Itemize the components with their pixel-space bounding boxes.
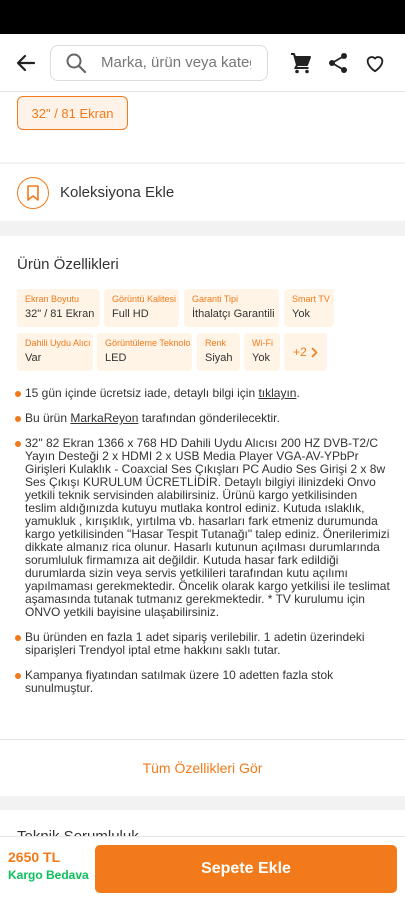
list-item [15, 631, 391, 657]
list-item [15, 412, 391, 425]
feature-chip[interactable] [244, 333, 280, 371]
seller-suffix: tarafından gönderilecektir. [138, 411, 280, 425]
heart-icon [364, 52, 386, 74]
return-end: . [296, 386, 300, 400]
feature-value: Var [25, 352, 42, 364]
feature-value: İthalatçı Garantili [192, 308, 275, 320]
top-bar [0, 34, 405, 92]
favorite-button[interactable] [360, 48, 390, 78]
search-input[interactable] [101, 54, 251, 71]
chevron-right-icon [311, 347, 318, 358]
feature-chip[interactable] [184, 289, 279, 327]
more-features-count: +2 [293, 345, 307, 359]
return-policy-link[interactable]: tıklayın [258, 386, 297, 400]
feature-label: Dahili Uydu Alıcı [25, 338, 91, 348]
feature-chip[interactable] [284, 289, 334, 327]
feature-value: LED [105, 352, 127, 364]
feature-label: Renk [205, 338, 227, 348]
feature-value: Yok [292, 308, 310, 320]
feature-value: 32" / 81 Ekran [25, 308, 95, 320]
add-to-cart-button[interactable]: Sepete Ekle [95, 845, 397, 893]
share-icon [327, 52, 349, 74]
product-features-section [0, 236, 405, 796]
feature-chip[interactable] [197, 333, 240, 371]
feature-value: Yok [252, 352, 270, 364]
cart-icon [289, 51, 313, 75]
feature-value: Siyah [205, 352, 233, 364]
feature-chip[interactable] [17, 333, 93, 371]
screen-size-section [0, 92, 405, 162]
search-icon [65, 52, 87, 74]
campaign-stock-text: Kampanya fiyatından satılmak üzere 10 adetten fazla stok sunulmuştur. [25, 668, 334, 695]
return-text: 15 gün içinde ücretsiz iade, detaylı bilgi için [25, 386, 259, 400]
cart-button[interactable] [286, 48, 316, 78]
collection-label: Koleksiyona Ekle [60, 184, 175, 201]
seller-prefix: Bu ürün [25, 411, 71, 425]
product-description: 32" 82 Ekran 1366 x 768 HD Dahili Uydu Alıcısı 200 HZ DVB-T2/C Yayın Desteği 2 x HDMI 2 x USB Media Player VGA-AV-YPbPr Girişleri Kulaklık - Coaxcial Ses Çıkışları PC Audio Ses Girişi 2 x 8w Ses Çıkışı KURULUM ÜCRETLİDİR. Detaylı bilgiyi ilinizdeki Onvo yetkili teknik servisinden alabilirsiniz. Ürünü kargo yetkilisinden teslim aldığınızda kutuyu mutlaka kontrol ediniz. Kutuda ıslaklık, yamukluk , kırışıklık, yırtılma vb. hasarları fark etmeniz durumunda kargo yetkilisinden "Hasar Tespit Tutanağı" talep ediniz. Önerilerimizi dikkate almanız rica olunur. Hasarlı kutunun açılması durumlarında sorumluluk firmamıza ait değildir. Kutuda hasar fark edildiği durumlarda sizin veya servis yetkilileri tarafından kutu açılımı yapılmaması gerekmektedir. Öncelik olarak kargo yetkilisi ile teslimat aşamasında tutanak tutmanız gerekmektedir. * TV kurulumu için ONVO yetkili bayisine ulaşabilirsiniz. [25, 436, 390, 619]
feature-label: Görüntüleme Teknolo [105, 338, 191, 348]
collection-icon-circle [17, 177, 49, 209]
feature-chip[interactable] [17, 289, 100, 327]
price: 2650 TL [8, 849, 61, 865]
feature-chip[interactable] [104, 289, 179, 327]
product-info-list [15, 387, 391, 707]
feature-label: Wi-Fi [252, 338, 273, 348]
list-item [15, 387, 391, 400]
all-features-button[interactable]: Tüm Özellikleri Gör [0, 739, 405, 796]
share-button[interactable] [323, 48, 353, 78]
status-bar [0, 0, 405, 34]
feature-label: Garanti Tipi [192, 294, 239, 304]
feature-label: Ekran Boyutu [25, 294, 80, 304]
feature-value: Full HD [112, 308, 149, 320]
feature-chip[interactable] [97, 333, 192, 371]
back-button[interactable] [12, 49, 40, 77]
more-features-chip[interactable] [284, 333, 327, 371]
bookmark-icon [26, 185, 40, 201]
feature-label: Smart TV [292, 294, 330, 304]
order-limit-text: Bu üründen en fazla 1 adet sipariş verilebilir. 1 adetin üzerindeki siparişleri Trendyol iptal etme hakkını saklı tutar. [25, 630, 365, 657]
search-box[interactable] [50, 45, 268, 81]
list-item [15, 437, 391, 619]
arrow-left-icon [16, 53, 36, 73]
free-shipping-badge: Kargo Bedava [8, 868, 89, 882]
bottom-bar [0, 836, 405, 900]
screen-size-option[interactable]: 32" / 81 Ekran [17, 96, 128, 130]
seller-link[interactable]: MarkaReyon [70, 411, 139, 425]
add-to-collection[interactable] [0, 164, 405, 221]
features-title: Ürün Özellikleri [17, 256, 119, 273]
feature-label: Görüntü Kalitesi [112, 294, 177, 304]
list-item [15, 669, 391, 695]
